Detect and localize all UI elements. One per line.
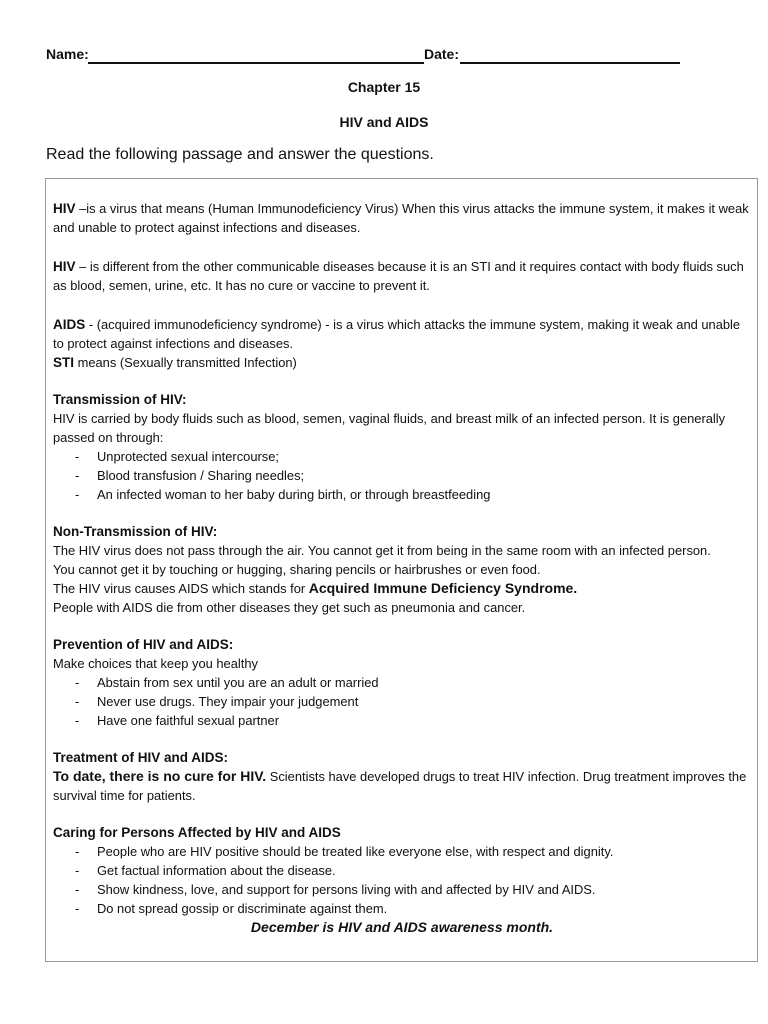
- list-item: - Abstain from sex until you are an adult or married: [53, 673, 751, 692]
- prevention-heading: Prevention of HIV and AIDS:: [53, 637, 234, 652]
- non-transmission-line3: The HIV virus causes AIDS which stands for Acquired Immune Deficiency Syndrome.: [53, 580, 578, 596]
- hiv-definition: HIV –is a virus that means (Human Immunodeficiency Virus) When this virus attacks the immune system, it makes it weak and unable to protect against infections and diseases.: [53, 201, 749, 235]
- list-item: - Unprotected sexual intercourse;: [53, 447, 751, 466]
- treatment-text: To date, there is no cure for HIV. Scientists have developed drugs to treat HIV infection. Drug treatment improves the survival time for patients.: [53, 768, 747, 803]
- transmission-list: [53, 447, 751, 504]
- non-transmission-line1: The HIV virus does not pass through the air. You cannot get it from being in the same room with an infected person.: [53, 543, 711, 558]
- non-transmission-line2: You cannot get it by touching or hugging, sharing pencils or hairbrushes or even food.: [53, 562, 541, 577]
- date-label: Date:: [424, 46, 460, 62]
- term-sti: STI: [53, 355, 75, 370]
- name-label: Name:: [46, 46, 89, 62]
- date-field-line[interactable]: [460, 62, 680, 64]
- aids-definition: AIDS - (acquired immunodeficiency syndrome) - is a virus which attacks the immune system, making it weak and unable to protect against infections and diseases.: [53, 317, 741, 351]
- non-transmission-heading: Non-Transmission of HIV:: [53, 524, 218, 539]
- name-field-line[interactable]: [88, 62, 424, 64]
- non-transmission-line4: People with AIDS die from other diseases they get such as pneumonia and cancer.: [53, 600, 526, 615]
- topic-title: HIV and AIDS: [339, 114, 429, 130]
- term-hiv-2: HIV: [53, 259, 76, 274]
- transmission-heading: Transmission of HIV:: [53, 392, 187, 407]
- passage-box: [45, 178, 758, 962]
- prevention-intro: Make choices that keep you healthy: [53, 656, 258, 671]
- treatment-heading: Treatment of HIV and AIDS:: [53, 750, 229, 765]
- instructions: Read the following passage and answer the questions.: [46, 146, 434, 163]
- caring-heading: Caring for Persons Affected by HIV and AIDS: [53, 825, 341, 840]
- list-item: - Do not spread gossip or discriminate against them.: [53, 899, 751, 918]
- chapter-title: Chapter 15: [347, 79, 421, 95]
- list-item: - Get factual information about the disease.: [53, 861, 751, 880]
- list-item: - Never use drugs. They impair your judgement: [53, 692, 751, 711]
- list-item: - People who are HIV positive should be treated like everyone else, with respect and dignity.: [53, 842, 751, 861]
- header-row: [46, 46, 686, 68]
- term-hiv: HIV: [53, 201, 76, 216]
- prevention-list: [53, 673, 751, 730]
- term-aids: AIDS: [53, 317, 86, 332]
- closing-statement: December is HIV and AIDS awareness month.: [250, 919, 554, 935]
- transmission-intro: HIV is carried by body fluids such as blood, semen, vaginal fluids, and breast milk of an infected person. It is generally passed on through:: [53, 411, 726, 445]
- list-item: - Blood transfusion / Sharing needles;: [53, 466, 751, 485]
- sti-definition: STI means (Sexually transmitted Infection): [53, 355, 297, 370]
- list-item: - Have one faithful sexual partner: [53, 711, 751, 730]
- caring-list: [53, 842, 751, 918]
- list-item: - Show kindness, love, and support for persons living with and affected by HIV and AIDS.: [53, 880, 751, 899]
- list-item: - An infected woman to her baby during birth, or through breastfeeding: [53, 485, 751, 504]
- hiv-difference: HIV – is different from the other communicable diseases because it is an STI and it requires contact with body fluids such as blood, semen, urine, etc. It has no cure or vaccine to prevent it.: [53, 259, 744, 293]
